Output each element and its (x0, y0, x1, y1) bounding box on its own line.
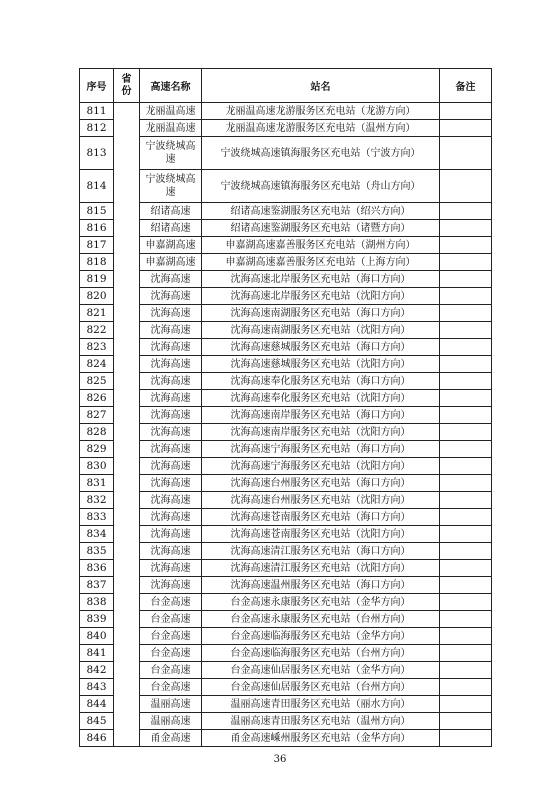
row-number: 834 (80, 526, 114, 543)
table-row (80, 526, 492, 543)
highway-name: 台金高速 (140, 594, 202, 611)
remark-cell (440, 356, 492, 373)
row-number: 829 (80, 441, 114, 458)
station-name: 沈海高速台州服务区充电站（沈阳方向） (202, 492, 440, 509)
remark-cell (440, 577, 492, 594)
highway-name: 沈海高速 (140, 458, 202, 475)
highway-name: 沈海高速 (140, 441, 202, 458)
table-row (80, 713, 492, 730)
header-remark: 备注 (440, 69, 492, 103)
highway-name: 沈海高速 (140, 271, 202, 288)
table-header-row (80, 69, 492, 103)
row-number: 831 (80, 475, 114, 492)
highway-name: 宁波绕城高速 (140, 170, 202, 203)
remark-cell (440, 424, 492, 441)
remark-cell (440, 373, 492, 390)
row-number: 822 (80, 322, 114, 339)
table-row (80, 424, 492, 441)
table-row (80, 645, 492, 662)
table-row (80, 203, 492, 220)
row-number: 819 (80, 271, 114, 288)
remark-cell (440, 271, 492, 288)
remark-cell (440, 339, 492, 356)
highway-name: 温丽高速 (140, 696, 202, 713)
remark-cell (440, 594, 492, 611)
table-row (80, 137, 492, 170)
row-number: 841 (80, 645, 114, 662)
highway-name: 龙丽温高速 (140, 120, 202, 137)
row-number: 845 (80, 713, 114, 730)
row-number: 814 (80, 170, 114, 203)
remark-cell (440, 458, 492, 475)
highway-name: 申嘉湖高速 (140, 237, 202, 254)
highway-name: 沈海高速 (140, 288, 202, 305)
remark-cell (440, 645, 492, 662)
highway-name: 台金高速 (140, 679, 202, 696)
row-number: 844 (80, 696, 114, 713)
table-row (80, 441, 492, 458)
table-row (80, 662, 492, 679)
highway-name: 沈海高速 (140, 560, 202, 577)
station-name: 绍诸高速鉴湖服务区充电站（绍兴方向） (202, 203, 440, 220)
highway-name: 绍诸高速 (140, 203, 202, 220)
row-number: 827 (80, 407, 114, 424)
row-number: 813 (80, 137, 114, 170)
remark-cell (440, 628, 492, 645)
header-province-label: 省份 (121, 73, 132, 97)
row-number: 815 (80, 203, 114, 220)
station-name: 台金高速仙居服务区充电站（台州方向） (202, 679, 440, 696)
table-row (80, 356, 492, 373)
table-row (80, 271, 492, 288)
station-name: 沈海高速慈城服务区充电站（海口方向） (202, 339, 440, 356)
highway-name: 沈海高速 (140, 373, 202, 390)
table-row (80, 220, 492, 237)
row-number: 833 (80, 509, 114, 526)
station-name: 沈海高速南岸服务区充电站（沈阳方向） (202, 424, 440, 441)
row-number: 811 (80, 103, 114, 120)
highway-name: 沈海高速 (140, 543, 202, 560)
table-row (80, 254, 492, 271)
row-number: 818 (80, 254, 114, 271)
row-number: 816 (80, 220, 114, 237)
highway-name: 温丽高速 (140, 713, 202, 730)
row-number: 840 (80, 628, 114, 645)
row-number: 835 (80, 543, 114, 560)
remark-cell (440, 696, 492, 713)
table-row (80, 730, 492, 747)
table-row (80, 458, 492, 475)
highway-name: 沈海高速 (140, 424, 202, 441)
row-number: 821 (80, 305, 114, 322)
header-highway: 高速名称 (140, 69, 202, 103)
table-row (80, 492, 492, 509)
header-province (114, 69, 140, 103)
header-station: 站名 (202, 69, 440, 103)
station-name: 宁波绕城高速镇海服务区充电站（舟山方向） (202, 170, 440, 203)
highway-name: 台金高速 (140, 662, 202, 679)
station-name: 沈海高速清江服务区充电站（沈阳方向） (202, 560, 440, 577)
station-name: 沈海高速北岸服务区充电站（沈阳方向） (202, 288, 440, 305)
station-name: 申嘉湖高速嘉善服务区充电站（上海方向） (202, 254, 440, 271)
remark-cell (440, 679, 492, 696)
table-row (80, 305, 492, 322)
station-name: 沈海高速宁海服务区充电站（海口方向） (202, 441, 440, 458)
station-name: 龙丽温高速龙游服务区充电站（温州方向） (202, 120, 440, 137)
station-name: 台金高速临海服务区充电站（金华方向） (202, 628, 440, 645)
highway-name: 沈海高速 (140, 407, 202, 424)
station-name: 台金高速永康服务区充电站（台州方向） (202, 611, 440, 628)
row-number: 839 (80, 611, 114, 628)
remark-cell (440, 560, 492, 577)
table-row (80, 594, 492, 611)
station-name: 台金高速永康服务区充电站（金华方向） (202, 594, 440, 611)
table-row (80, 170, 492, 203)
row-number: 837 (80, 577, 114, 594)
remark-cell (440, 220, 492, 237)
remark-cell (440, 390, 492, 407)
remark-cell (440, 254, 492, 271)
remark-cell (440, 305, 492, 322)
highway-name: 沈海高速 (140, 356, 202, 373)
row-number: 812 (80, 120, 114, 137)
row-number: 828 (80, 424, 114, 441)
row-number: 836 (80, 560, 114, 577)
table-row (80, 475, 492, 492)
remark-cell (440, 543, 492, 560)
header-no: 序号 (80, 69, 114, 103)
row-number: 826 (80, 390, 114, 407)
highway-name: 甬金高速 (140, 730, 202, 747)
table-row (80, 509, 492, 526)
table-row (80, 373, 492, 390)
station-name: 沈海高速奉化服务区充电站（沈阳方向） (202, 390, 440, 407)
table-row (80, 120, 492, 137)
highway-name: 宁波绕城高速 (140, 137, 202, 170)
station-name: 沈海高速北岸服务区充电站（海口方向） (202, 271, 440, 288)
row-number: 823 (80, 339, 114, 356)
remark-cell (440, 203, 492, 220)
row-number: 830 (80, 458, 114, 475)
table-row (80, 322, 492, 339)
station-name: 温丽高速青田服务区充电站（丽水方向） (202, 696, 440, 713)
station-name: 沈海高速南岸服务区充电站（海口方向） (202, 407, 440, 424)
remark-cell (440, 103, 492, 120)
station-name: 甬金高速嵊州服务区充电站（金华方向） (202, 730, 440, 747)
remark-cell (440, 713, 492, 730)
highway-name: 沈海高速 (140, 577, 202, 594)
highway-name: 台金高速 (140, 645, 202, 662)
remark-cell (440, 237, 492, 254)
row-number: 820 (80, 288, 114, 305)
remark-cell (440, 322, 492, 339)
station-name: 沈海高速宁海服务区充电站（沈阳方向） (202, 458, 440, 475)
station-name: 沈海高速苍南服务区充电站（海口方向） (202, 509, 440, 526)
remark-cell (440, 441, 492, 458)
highway-name: 沈海高速 (140, 390, 202, 407)
station-name: 宁波绕城高速镇海服务区充电站（宁波方向） (202, 137, 440, 170)
table-row (80, 103, 492, 120)
station-name: 申嘉湖高速嘉善服务区充电站（湖州方向） (202, 237, 440, 254)
highway-name: 沈海高速 (140, 305, 202, 322)
station-name: 沈海高速慈城服务区充电站（沈阳方向） (202, 356, 440, 373)
table-row (80, 543, 492, 560)
table-body (80, 103, 492, 747)
table-row (80, 339, 492, 356)
table-row (80, 628, 492, 645)
highway-name: 台金高速 (140, 628, 202, 645)
highway-name: 沈海高速 (140, 526, 202, 543)
row-number: 843 (80, 679, 114, 696)
table-row (80, 611, 492, 628)
remark-cell (440, 407, 492, 424)
station-name: 沈海高速台州服务区充电站（海口方向） (202, 475, 440, 492)
station-name: 龙丽温高速龙游服务区充电站（龙游方向） (202, 103, 440, 120)
station-name: 沈海高速奉化服务区充电站（海口方向） (202, 373, 440, 390)
station-name: 台金高速临海服务区充电站（台州方向） (202, 645, 440, 662)
remark-cell (440, 492, 492, 509)
table-row (80, 696, 492, 713)
station-name: 温丽高速青田服务区充电站（温州方向） (202, 713, 440, 730)
table-row (80, 577, 492, 594)
table-row (80, 560, 492, 577)
station-name: 沈海高速清江服务区充电站（海口方向） (202, 543, 440, 560)
table-row (80, 679, 492, 696)
remark-cell (440, 730, 492, 747)
row-number: 824 (80, 356, 114, 373)
station-name: 沈海高速南湖服务区充电站（海口方向） (202, 305, 440, 322)
row-number: 846 (80, 730, 114, 747)
highway-name: 沈海高速 (140, 322, 202, 339)
remark-cell (440, 137, 492, 170)
table-row (80, 288, 492, 305)
highway-name: 龙丽温高速 (140, 103, 202, 120)
row-number: 817 (80, 237, 114, 254)
highway-name: 沈海高速 (140, 492, 202, 509)
remark-cell (440, 611, 492, 628)
row-number: 838 (80, 594, 114, 611)
row-number: 842 (80, 662, 114, 679)
highway-name: 绍诸高速 (140, 220, 202, 237)
remark-cell (440, 475, 492, 492)
remark-cell (440, 288, 492, 305)
table-row (80, 390, 492, 407)
highway-name: 沈海高速 (140, 339, 202, 356)
province-cell (114, 103, 140, 747)
charging-station-table (79, 68, 492, 747)
highway-name: 沈海高速 (140, 475, 202, 492)
row-number: 832 (80, 492, 114, 509)
remark-cell (440, 170, 492, 203)
highway-name: 申嘉湖高速 (140, 254, 202, 271)
station-name: 绍诸高速鉴湖服务区充电站（诸暨方向） (202, 220, 440, 237)
page-number: 36 (273, 754, 287, 765)
table-row (80, 407, 492, 424)
station-name: 沈海高速苍南服务区充电站（沈阳方向） (202, 526, 440, 543)
remark-cell (440, 509, 492, 526)
table-row (80, 237, 492, 254)
station-name: 沈海高速温州服务区充电站（海口方向） (202, 577, 440, 594)
row-number: 825 (80, 373, 114, 390)
station-name: 沈海高速南湖服务区充电站（沈阳方向） (202, 322, 440, 339)
highway-name: 沈海高速 (140, 509, 202, 526)
station-name: 台金高速仙居服务区充电站（金华方向） (202, 662, 440, 679)
remark-cell (440, 120, 492, 137)
remark-cell (440, 526, 492, 543)
remark-cell (440, 662, 492, 679)
highway-name: 台金高速 (140, 611, 202, 628)
